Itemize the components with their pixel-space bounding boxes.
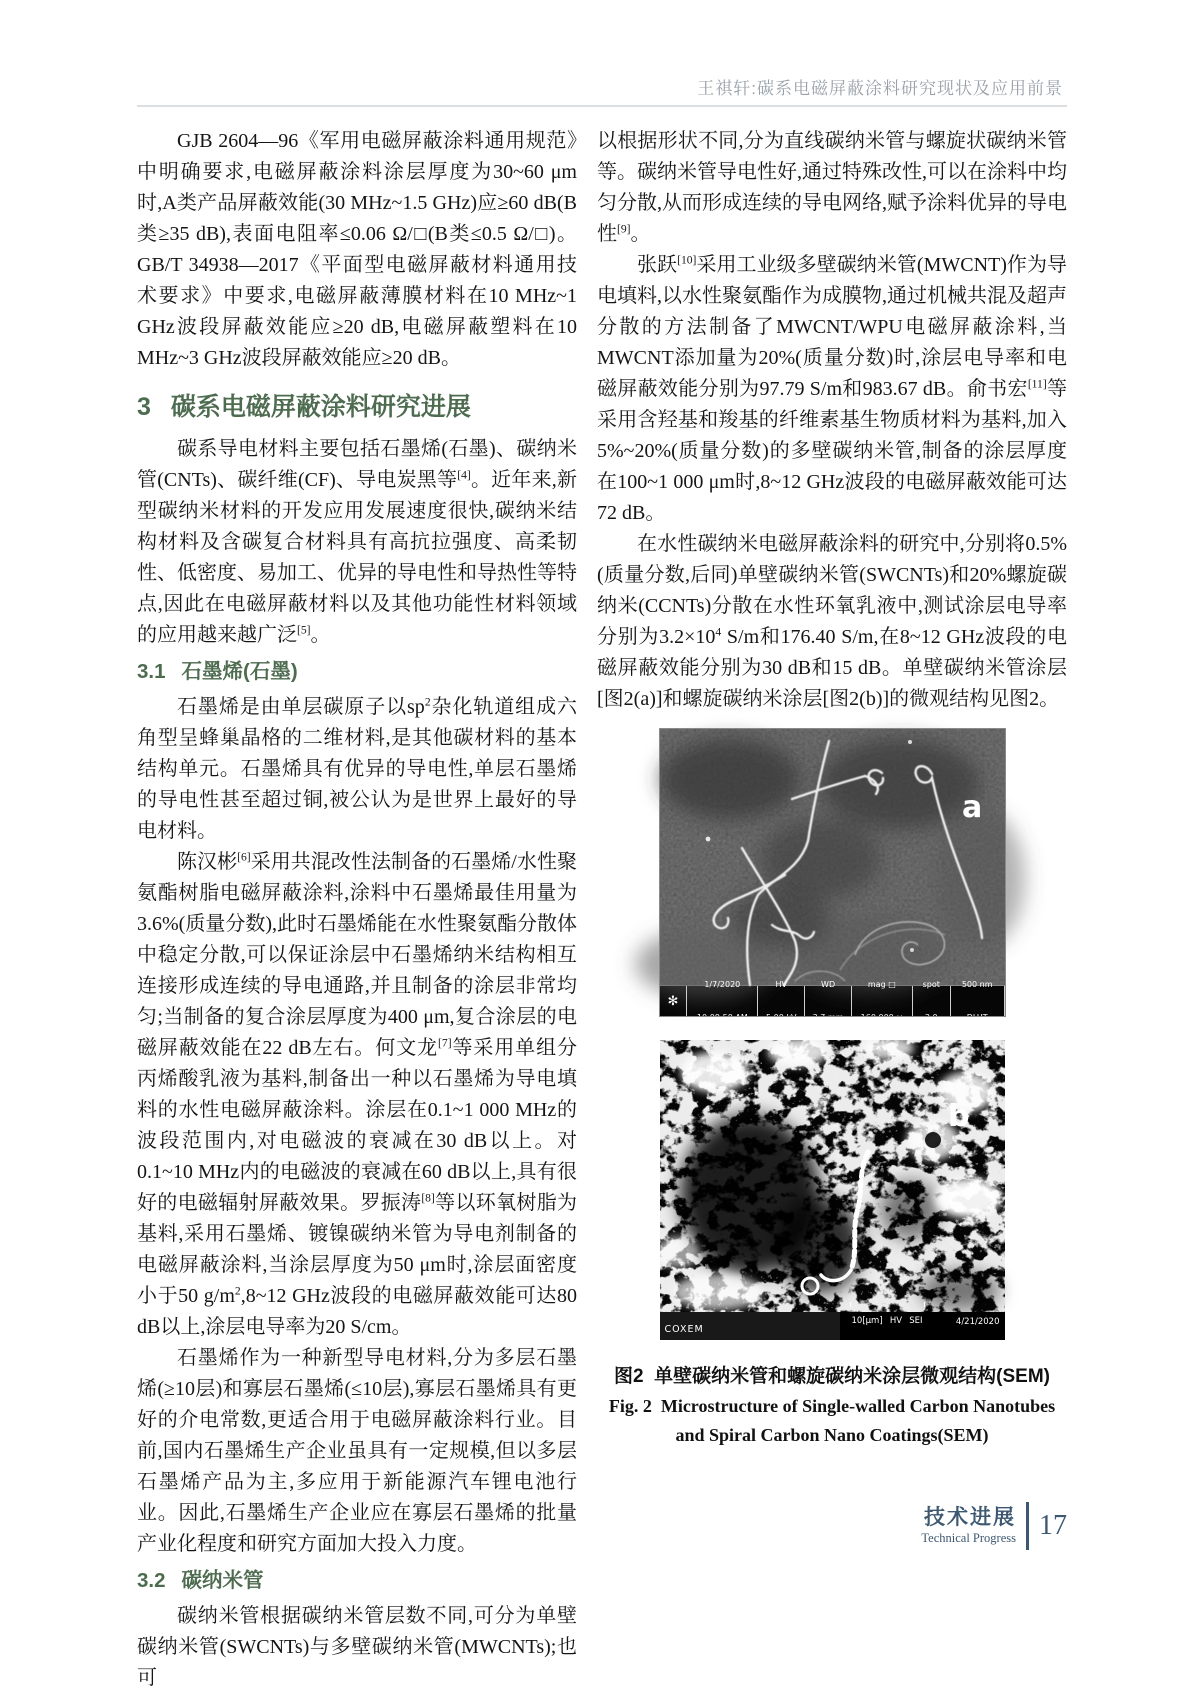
content-columns <box>137 126 1067 1694</box>
section-number: 3.2 <box>137 1569 166 1592</box>
section-title: 碳系电磁屏蔽涂料研究进展 <box>170 393 471 421</box>
figure-caption-en-line1: Fig. 2 Microstructure of Single-walled Carbon Nanotubes <box>608 1396 1056 1416</box>
figure-2 <box>597 729 1067 1450</box>
sem-image-b <box>660 1040 1005 1312</box>
section-3-1-heading <box>137 657 577 687</box>
page-number: 17 <box>1039 1510 1067 1541</box>
header-rule <box>137 105 1067 107</box>
sem-b-scalebar <box>840 1312 935 1340</box>
sem-micrograph-a <box>660 729 1005 1022</box>
paragraph-waterborne-cnt: 在水性碳纳米电磁屏蔽涂料的研究中,分别将0.5%(质量分数,后同)单壁碳纳米管(SWCNTs)和20%螺旋碳纳米(CCNTs)分散在水性环氧乳液中,测试涂层电导率分别为$3.2\times 10^4$ S/m和176.40 S/m,在8~12 GHz波段的电磁屏蔽效能分别为30 dB和15 dB。单壁碳纳米管涂层[图2(a)]和螺旋碳纳米涂层[图2(b)]的微观结构见图2。 <box>597 533 1068 710</box>
sem-a-wd <box>805 980 852 1022</box>
sem-a-spot <box>913 980 951 1022</box>
sem-b-params-block <box>660 1312 840 1367</box>
sem-b-date: 4/21/2020 <box>955 1317 1000 1327</box>
section-title: 石墨烯(石墨) <box>181 660 298 683</box>
paragraph-graphene-intro: 石墨烯是由单层碳原子以$sp^2$杂化轨道组成六角型呈蜂巢晶格的二维材料,是其他碳材料的基本结构单元。石墨烯具有优异的导电性,单层石墨烯的导电性甚至超过铜,被公认为是世界上最好的导电材料。 <box>137 695 577 842</box>
section-3-2-heading <box>137 1566 577 1596</box>
sem-a-date: 1/7/2020 <box>704 980 741 989</box>
right-column <box>597 126 1067 1694</box>
sem-a-time: 10:09:50 AM <box>696 1013 748 1022</box>
sem-image-a <box>660 729 1005 985</box>
page-footer <box>921 1502 1067 1550</box>
sem-a-lab-name: DLUT <box>966 1013 988 1022</box>
figure-caption <box>597 1362 1067 1450</box>
paragraph-standards: GJB 2604—96《军用电磁屏蔽涂料通用规范》中明确要求,电磁屏蔽涂料涂层厚度为30~60 μm时,A类产品屏蔽效能(30 MHz~1.5 GHz)应≥60 dB(B类≥35 dB),表面电阻率≤0.06 Ω/□(B类≤0.5 Ω/□)。GB/T 34938—2017《平面型电磁屏蔽材料通用技术要求》中要求,电磁屏蔽薄膜材料在10 MHz~1 GHz波段屏蔽效能应≥20 dB,电磁屏蔽塑料在10 MHz~3 GHz波段屏蔽效能应≥20 dB。 <box>137 130 577 369</box>
sem-b-hv-label: HV <box>889 1316 903 1326</box>
paragraph-cnt-intro: 碳纳米管根据碳纳米管层数不同,可分为单壁碳纳米管(SWCNTs)与多壁碳纳米管(MWCNTs);也可 <box>137 1605 577 1689</box>
sem-a-mag <box>852 980 913 1022</box>
sem-b-scale-value: 10[μm] <box>851 1316 883 1326</box>
sem-a-label: a <box>961 790 982 825</box>
sem-b-brand: COXEM <box>664 1324 704 1335</box>
footer-section-en: Technical Progress <box>921 1531 1016 1545</box>
sem-b-infobar <box>660 1312 1005 1367</box>
sem-a-spot-value: 3.0 <box>924 1013 938 1022</box>
sem-a-logo-icon: ✻ <box>660 986 688 1016</box>
footer-section-zh: 技术进展 <box>924 1506 1016 1529</box>
sem-a-wd-value: 3.7 mm <box>812 1013 844 1022</box>
section-title: 碳纳米管 <box>181 1569 264 1592</box>
paragraph-graphene-industry: 石墨烯作为一种新型导电材料,分为多层石墨烯(≥10层)和寡层石墨烯(≤10层),寡层石墨烯具有更好的介电常数,更适合用于电磁屏蔽涂料行业。目前,国内石墨烯生产企业虽具有一定规模,但以多层石墨烯产品为主,多应用于新能源汽车锂电池行业。因此,石墨烯生产企业应在寡层石墨烯的批量产业化程度和研究方面加大投入力度。 <box>137 1347 577 1555</box>
section-number: 3 <box>137 393 151 421</box>
sem-micrograph-b <box>660 1040 1005 1367</box>
running-header: 王祺轩:碳系电磁屏蔽涂料研究现状及应用前景 <box>697 79 1063 98</box>
sem-a-mag-label: mag □ <box>867 980 896 989</box>
sem-b-mode-label: SEI <box>909 1316 923 1326</box>
sem-a-mag-value: 160 000 × <box>860 1013 903 1022</box>
left-column <box>137 126 577 1694</box>
figure-caption-en-line2: and Spiral Carbon Nano Coatings(SEM) <box>675 1425 989 1445</box>
section-3-heading <box>137 390 577 424</box>
sem-a-hv <box>758 980 805 1022</box>
paragraph-cnt-continued: 以根据形状不同,分为直线碳纳米管与螺旋状碳纳米管等。碳纳米管导电性好,通过特殊改性,可以在涂料中均匀分散,从而形成连续的导电网络,赋予涂料优异的导电性[9]。 <box>597 130 1067 245</box>
sem-a-scalebar <box>951 980 1005 1022</box>
sem-a-spot-label: spot <box>922 980 940 989</box>
sem-a-hv-label: HV <box>775 980 787 989</box>
sem-a-infobar <box>660 980 1005 1022</box>
sem-b-params: 20.0[kV] SP=13.0 WD=7.4 ×5.0k <box>664 1358 806 1367</box>
paragraph-carbon-materials: 碳系导电材料主要包括石墨烯(石墨)、碳纳米管(CNTs)、碳纤维(CF)、导电炭黑等[4]。近年来,新型碳纳米材料的开发应用发展速度很快,碳纳米结构材料及含碳复合材料具有高抗拉强度、高柔韧性、低密度、易加工、优异的导电性和导热性等特点,因此在电磁屏蔽材料以及其他功能性材料领域的应用越来越广泛[5]。 <box>137 438 578 646</box>
sem-b-label: b <box>947 1099 969 1134</box>
paragraph-mwcnt-research: 张跃[10]采用工业级多壁碳纳米管(MWCNT)作为导电填料,以水性聚氨酯作为成膜物,通过机械共混及超声分散的方法制备了MWCNT/WPU电磁屏蔽涂料,当MWCNT添加量为20%(质量分数)时,涂层电导率和电磁屏蔽效能分别为97.79 S/m和983.67 dB。俞书宏[11]等采用含羟基和羧基的纤维素基生物质材料为基料,加入5%~20%(质量分数)的多壁碳纳米管,制备的涂层厚度在100~1 000 μm时,8~12 GHz波段的电磁屏蔽效能可达72 dB。 <box>597 253 1068 524</box>
sem-a-datetime <box>687 980 758 1022</box>
paragraph-graphene-research: 陈汉彬[6]采用共混改性法制备的石墨烯/水性聚氨酯树脂电磁屏蔽涂料,涂料中石墨烯最佳用量为3.6%(质量分数),此时石墨烯能在水性聚氨酯分散体中稳定分散,可以保证涂层中石墨烯纳米结构相互连接形成连续的导电通路,并且制备的涂层非常均匀;当制备的复合涂层厚度为400 μm,复合涂层的电磁屏蔽效能在22 dB左右。何文龙[7]等采用单组分丙烯酸乳液为基料,制备出一种以石墨烯为导电填料的水性电磁屏蔽涂料。涂层在0.1~1 000 MHz的波段范围内,对电磁波的衰减在30 dB以上。对0.1~10 MHz内的电磁波的衰减在60 dB以上,具有很好的电磁辐射屏蔽效果。罗振涛[8]等以环氧树脂为基料,采用石墨烯、镀镍碳纳米管为导电剂制备的电磁屏蔽涂料,当涂层厚度为50 μm时,涂层面密度小于50 $g/m^2,8\sim 12$ GHz波段的电磁屏蔽效能可达80 dB以上,涂层电导率为20 S/cm。 <box>137 850 577 1338</box>
figure-caption-zh: 图2 单壁碳纳米管和螺旋碳纳米涂层微观结构(SEM) <box>614 1366 1050 1387</box>
section-number: 3.1 <box>137 660 166 683</box>
sem-a-scale-value: 500 nm <box>961 980 993 989</box>
sem-a-wd-label: WD <box>821 980 836 989</box>
sem-a-hv-value: 5.00 kV <box>766 1013 797 1022</box>
footer-divider <box>1026 1502 1029 1550</box>
